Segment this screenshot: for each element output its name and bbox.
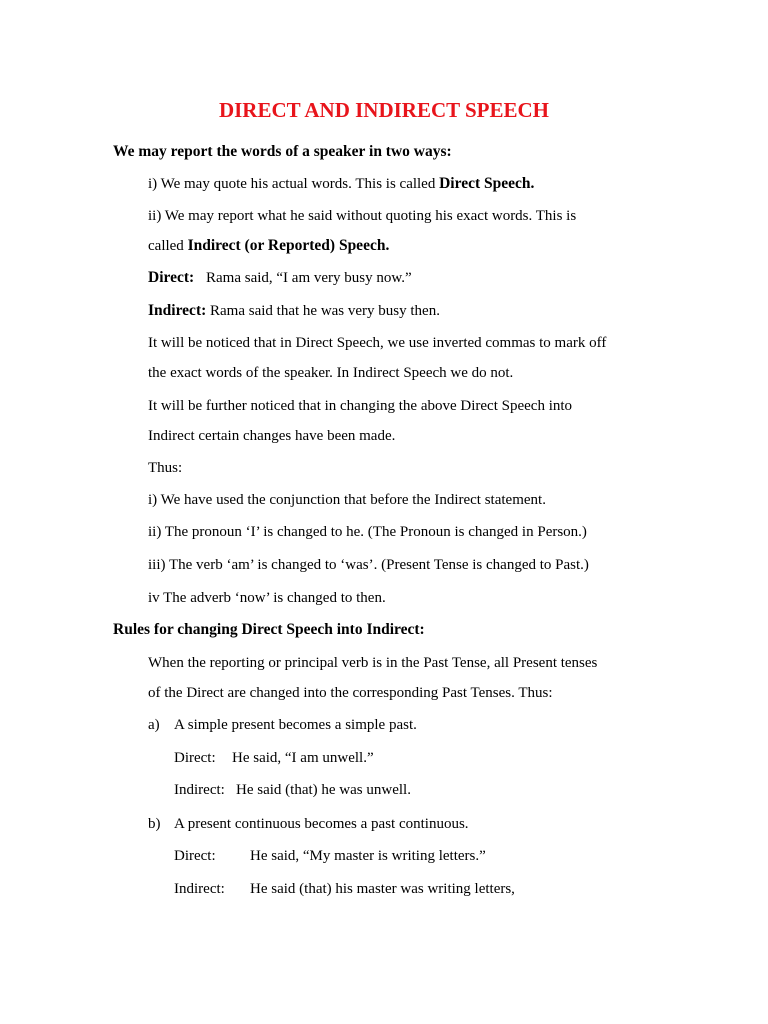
rule-item-a	[148, 715, 417, 735]
example-direct	[148, 268, 412, 288]
rule-item-b	[148, 814, 469, 834]
paragraph-rules-line2: of the Direct are changed into the corresponding Past Tenses. Thus:	[148, 685, 553, 701]
example-text-direct: Rama said, “I am very busy now.”	[206, 270, 412, 286]
paragraph-changes-line1: It will be further noticed that in changing the above Direct Speech into	[148, 398, 573, 414]
paragraph-text: i) We may quote his actual words. This is called	[148, 176, 440, 192]
term-direct-speech: Direct Speech.	[439, 175, 535, 192]
change-item-conjunction: i) We have used the conjunction that before the Indirect statement.	[148, 492, 546, 508]
list-marker: b)	[148, 816, 161, 832]
rule-b-direct	[174, 846, 486, 866]
change-item-adverb: iv The adverb ‘now’ is changed to then.	[148, 590, 386, 606]
example-label-indirect: Indirect:	[148, 302, 207, 319]
thus-label: Thus:	[148, 460, 183, 476]
paragraph-indirect-definition-line1: ii) We may report what he said without quoting his exact words. This is	[148, 208, 577, 224]
term-indirect-speech: Indirect (or Reported) Speech.	[187, 237, 390, 254]
list-marker: a)	[148, 717, 160, 733]
change-item-verb: iii) The verb ‘am’ is changed to ‘was’. (Present Tense is changed to Past.)	[148, 557, 589, 573]
document-title: DIRECT AND INDIRECT SPEECH	[218, 98, 550, 122]
example-text-indirect: He said (that) his master was writing letters,	[250, 881, 515, 897]
example-label-indirect: Indirect:	[174, 782, 225, 798]
rule-b-indirect	[174, 879, 515, 899]
rule-a-indirect	[174, 780, 411, 800]
section-heading-rules: Rules for changing Direct Speech into Indirect:	[113, 621, 425, 638]
paragraph-indirect-definition-line2	[148, 236, 389, 256]
paragraph-rules-line1: When the reporting or principal verb is in the Past Tense, all Present tenses	[148, 655, 598, 671]
rule-text: A present continuous becomes a past continuous.	[174, 816, 469, 832]
example-indirect	[148, 301, 440, 321]
paragraph-inverted-commas-line1: It will be noticed that in Direct Speech, we use inverted commas to mark off	[148, 335, 607, 351]
example-text-indirect: Rama said that he was very busy then.	[206, 303, 440, 319]
section-heading-two-ways: We may report the words of a speaker in two ways:	[113, 143, 452, 160]
example-text-direct: He said, “My master is writing letters.”	[250, 848, 486, 864]
paragraph-direct-definition	[148, 174, 534, 194]
example-text-indirect: He said (that) he was unwell.	[236, 782, 411, 798]
example-label-direct: Direct:	[174, 848, 216, 864]
change-item-pronoun: ii) The pronoun ‘I’ is changed to he. (The Pronoun is changed in Person.)	[148, 524, 587, 540]
paragraph-changes-line2: Indirect certain changes have been made.	[148, 428, 396, 444]
paragraph-inverted-commas-line2: the exact words of the speaker. In Indirect Speech we do not.	[148, 365, 514, 381]
paragraph-text: called	[148, 238, 188, 254]
rule-a-direct	[174, 748, 374, 768]
example-label-direct: Direct:	[174, 750, 216, 766]
rule-text: A simple present becomes a simple past.	[174, 717, 417, 733]
example-label-indirect: Indirect:	[174, 881, 225, 897]
example-label-direct: Direct:	[148, 269, 195, 286]
example-text-direct: He said, “I am unwell.”	[232, 750, 374, 766]
